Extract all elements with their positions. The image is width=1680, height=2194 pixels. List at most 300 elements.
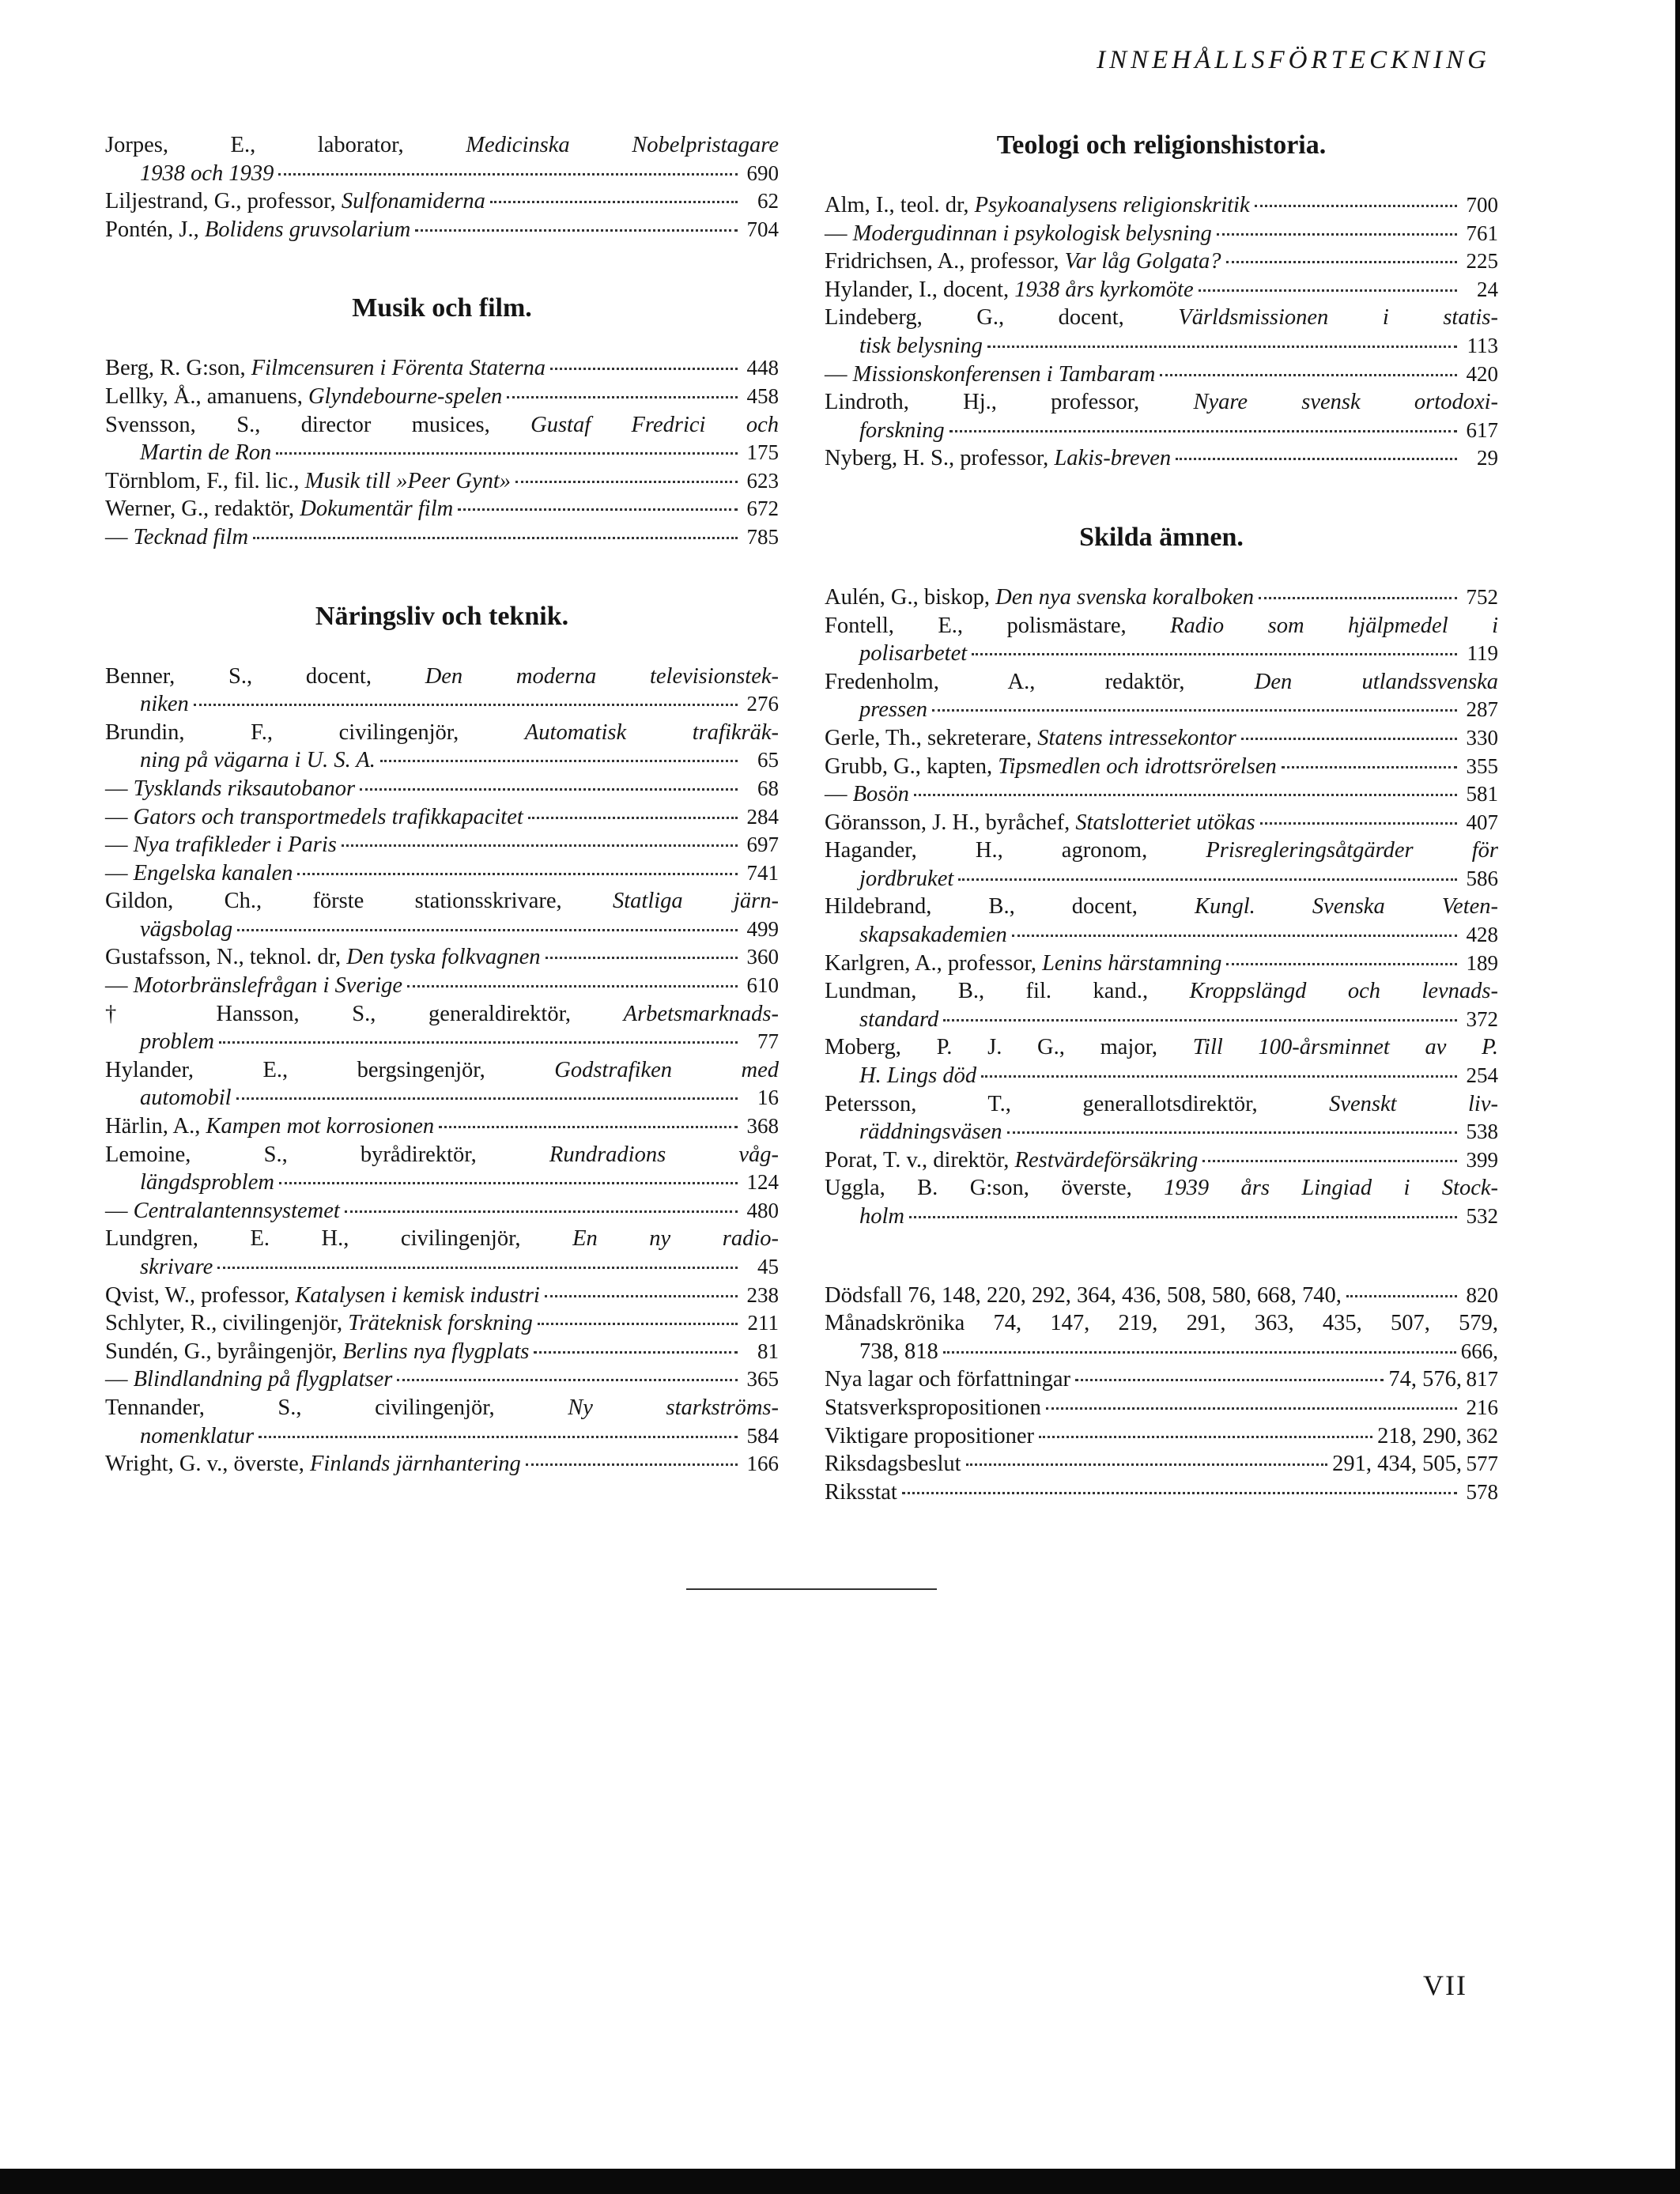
author-text: Gildon, Ch., förste stationsskrivare,	[105, 889, 613, 914]
index-entry	[825, 304, 1498, 360]
entry-line	[825, 780, 1498, 809]
dot-leader	[1199, 289, 1457, 292]
title-text: automobil	[140, 1086, 232, 1111]
dot-leader	[507, 396, 738, 398]
entry-line	[105, 1000, 779, 1029]
title-text: Musik till »Peer Gynt»	[304, 468, 512, 493]
title-text: Berlins nya flygplats	[342, 1339, 530, 1364]
author-text: Qvist, W., professor,	[105, 1282, 296, 1308]
title-text: pressen	[859, 697, 928, 723]
page-number: 420	[1466, 361, 1498, 386]
dot-leader	[1260, 822, 1457, 825]
page-number: 704	[746, 217, 779, 241]
entry-text	[825, 583, 1254, 612]
page-number: 368	[746, 1114, 779, 1139]
title-text: Medicinska Nobelpristagare	[466, 133, 779, 157]
page-number: 532	[1466, 1204, 1498, 1228]
entry-text	[105, 354, 546, 383]
index-entry	[825, 1033, 1498, 1089]
author-text: —	[825, 361, 853, 387]
index-entry	[105, 1309, 779, 1338]
author-text: Riksdagsbeslut	[825, 1452, 961, 1477]
page-number: 81	[757, 1339, 779, 1363]
entry-text	[105, 1365, 392, 1394]
entry-text	[105, 216, 410, 244]
title-text: Nyare svensk ortodoxi-	[1193, 390, 1498, 415]
entry-line	[105, 1084, 779, 1112]
entry-text	[859, 1062, 976, 1090]
title-text: Var låg Golgata?	[1064, 249, 1221, 274]
title-text: Katalysen i kemisk industri	[295, 1282, 540, 1308]
index-entry	[825, 753, 1498, 781]
entry-line	[825, 276, 1498, 304]
entry-text	[105, 1056, 779, 1085]
entry-text	[105, 1394, 779, 1422]
entry-line	[825, 696, 1498, 724]
page-number: 68	[757, 776, 779, 800]
entry-text	[825, 1422, 1034, 1451]
index-entry	[105, 383, 779, 411]
author-text: —	[105, 973, 134, 999]
dot-leader	[219, 1041, 738, 1044]
dot-leader	[342, 844, 738, 847]
entry-text	[140, 1422, 254, 1451]
index-entry	[825, 1309, 1498, 1365]
dot-leader	[546, 957, 738, 959]
entry-text	[825, 247, 1221, 276]
author-text: Uggla, B. G:son, överste,	[825, 1176, 1165, 1201]
index-entry	[105, 943, 779, 972]
title-text: Radio som hjälpmedel i	[1170, 613, 1498, 638]
dot-leader	[276, 452, 738, 455]
entry-text	[105, 383, 502, 411]
entry-text	[105, 719, 779, 747]
entry-text	[825, 191, 1250, 220]
page-number: 458	[746, 383, 779, 408]
author-text: Hildebrand, B., docent,	[825, 894, 1195, 920]
dot-leader	[360, 788, 738, 791]
page-number: 287	[1466, 697, 1498, 722]
page-number: 697	[746, 833, 779, 857]
dot-leader	[1259, 597, 1457, 599]
title-text: forskning	[859, 417, 945, 443]
index-entry	[105, 1394, 779, 1450]
title-text: Kampen mot korrosionen	[206, 1114, 435, 1139]
entry-line	[105, 887, 779, 916]
entry-text	[859, 921, 1007, 950]
title-text: Statslotteriet utökas	[1075, 810, 1255, 835]
entry-line	[105, 1338, 779, 1366]
entry-text	[825, 444, 1171, 473]
entry-text	[825, 1146, 1198, 1175]
entry-text	[140, 1084, 232, 1112]
entry-text	[825, 950, 1221, 978]
title-text: Tipsmedlen och idrottsrörelsen	[998, 753, 1277, 779]
entry-line	[825, 332, 1498, 361]
title-text: Rundradions våg-	[549, 1142, 779, 1167]
entry-line	[105, 383, 779, 411]
page-number: 362	[1466, 1423, 1498, 1448]
page-number: 623	[746, 468, 779, 493]
entry-line	[105, 1141, 779, 1169]
entry-text	[825, 1090, 1498, 1119]
entry-line	[105, 831, 779, 859]
entry-text	[825, 304, 1498, 332]
entry-text	[825, 220, 1212, 248]
page-folio: VII	[1423, 1969, 1467, 2001]
entry-line	[825, 1478, 1498, 1507]
entry-text	[859, 1338, 938, 1366]
entry-line	[105, 1365, 779, 1394]
author-text: Nyberg, H. S., professor,	[825, 446, 1055, 471]
index-entry	[105, 187, 779, 216]
dot-leader	[972, 653, 1457, 655]
entry-line	[105, 1253, 779, 1282]
entry-line	[825, 1033, 1498, 1062]
author-text: —	[105, 860, 134, 886]
entry-line	[825, 1282, 1498, 1310]
dot-leader	[490, 201, 738, 203]
entry-line	[825, 388, 1498, 417]
entry-text	[105, 1141, 779, 1169]
entry-line	[105, 775, 779, 803]
page-number: 741	[746, 860, 779, 885]
dot-leader	[1255, 205, 1457, 207]
entry-text	[825, 668, 1498, 697]
index-entry	[105, 1141, 779, 1197]
entry-text	[140, 690, 189, 719]
dot-leader	[1202, 1160, 1457, 1162]
title-text: Blindlandning på flygplatser	[133, 1367, 393, 1392]
title-text: Dokumentär film	[300, 497, 454, 522]
entry-line	[105, 467, 779, 496]
dot-leader	[1007, 1131, 1458, 1134]
page-number: 817	[1466, 1367, 1498, 1392]
entry-text	[140, 916, 232, 944]
entry-text	[105, 1112, 434, 1141]
page-number: 175	[746, 440, 779, 465]
page-number: 62	[757, 189, 779, 213]
index-entry	[105, 1338, 779, 1366]
entry-text	[859, 1006, 938, 1034]
index-entry	[825, 893, 1498, 949]
entry-line	[105, 746, 779, 775]
dot-leader	[1282, 766, 1457, 768]
scan-edge-bottom	[0, 2169, 1680, 2194]
page-number: 577	[1466, 1452, 1498, 1476]
index-entry	[825, 809, 1498, 837]
index-entry	[105, 972, 779, 1000]
entry-line	[825, 1450, 1498, 1478]
entry-line	[105, 1169, 779, 1197]
section-heading: Musik och film.	[352, 293, 532, 323]
entry-line	[825, 1338, 1498, 1366]
page-number: 45	[757, 1255, 779, 1278]
entry-line	[105, 1394, 779, 1422]
entry-line	[825, 1006, 1498, 1034]
author-text: Göransson, J. H., byråchef,	[825, 810, 1076, 835]
author-text: 738, 818	[859, 1339, 938, 1364]
dot-leader	[981, 1075, 1457, 1078]
title-text: Sulfonamiderna	[341, 189, 485, 214]
entry-text	[825, 1174, 1498, 1203]
index-entry	[105, 831, 779, 859]
entry-text	[825, 724, 1236, 753]
author-text: Brundin, F., civilingenjör,	[105, 719, 525, 745]
title-text: Träteknisk forskning	[348, 1311, 533, 1336]
title-text: Statens intressekontor	[1037, 725, 1236, 750]
index-entry	[105, 131, 779, 187]
dot-leader	[217, 1267, 738, 1269]
entry-text	[105, 775, 355, 803]
section-heading: Skilda ämnen.	[1079, 522, 1244, 552]
entry-text	[105, 663, 779, 691]
entry-text	[105, 523, 248, 552]
author-text: —	[105, 1367, 134, 1392]
title-text: skrivare	[140, 1255, 213, 1279]
entry-text	[105, 1000, 779, 1029]
entry-text	[825, 361, 1155, 389]
entry-line	[825, 809, 1498, 837]
title-text: Kroppslängd och levnads-	[1189, 979, 1498, 1004]
page-number: 355	[1466, 753, 1498, 778]
title-text: vägsbolag	[140, 916, 233, 942]
entry-line	[105, 131, 779, 160]
entry-line	[825, 893, 1498, 921]
entry-line	[825, 1394, 1498, 1422]
entry-line	[105, 495, 779, 523]
dot-leader	[1226, 261, 1457, 263]
entry-line	[825, 247, 1498, 276]
dot-leader	[278, 173, 738, 176]
index-entry	[825, 583, 1498, 612]
page-number: 119	[1467, 641, 1498, 666]
author-text: † Hansson, S., generaldirektör,	[105, 1001, 624, 1026]
dot-leader	[958, 878, 1457, 881]
entry-line	[825, 417, 1498, 445]
author-text: Grubb, G., kapten,	[825, 753, 999, 779]
author-text: Petersson, T., generallotsdirektör,	[825, 1091, 1330, 1116]
dot-leader	[237, 929, 738, 931]
entry-line	[105, 354, 779, 383]
entry-line	[825, 668, 1498, 697]
index-entry	[105, 467, 779, 496]
index-entry	[825, 220, 1498, 248]
dot-leader	[297, 873, 738, 875]
index-entry	[825, 444, 1498, 473]
entry-text	[105, 859, 293, 888]
title-text: Restvärdeförsäkring	[1014, 1147, 1199, 1173]
page-number: 360	[746, 945, 779, 969]
author-text: Benner, S., docent,	[105, 663, 425, 689]
entry-text	[140, 160, 274, 188]
author-text: Pontén, J.,	[105, 217, 205, 242]
entry-line	[105, 803, 779, 832]
author-text: —	[105, 804, 134, 829]
title-text: standard	[859, 1006, 939, 1032]
entry-text	[825, 1365, 1070, 1394]
index-entry	[825, 977, 1498, 1033]
entry-line	[825, 640, 1498, 668]
title-text: Världsmissionen i statis-	[1178, 305, 1498, 330]
index-entry	[825, 1422, 1498, 1451]
entry-line	[825, 612, 1498, 640]
page-number: 372	[1466, 1006, 1498, 1031]
author-text: Moberg, P. J. G., major,	[825, 1035, 1193, 1060]
title-text: Godstrafiken med	[554, 1057, 779, 1082]
author-text: Svensson, S., director musices,	[105, 412, 531, 437]
author-text: Hylander, I., docent,	[825, 277, 1015, 302]
author-text: Schlyter, R., civilingenjör,	[105, 1311, 349, 1336]
page-number: 617	[1466, 417, 1498, 442]
dot-leader	[439, 1126, 738, 1128]
title-text: Centralantennsystemet	[133, 1198, 340, 1223]
title-text: Gustaf Fredrici och	[530, 412, 780, 437]
author-text: Liljestrand, G., professor,	[105, 189, 342, 214]
dot-leader	[407, 985, 738, 987]
entry-line	[825, 1062, 1498, 1090]
page-number: 113	[1467, 333, 1498, 357]
entry-line	[105, 439, 779, 467]
title-text: Glyndebourne-spelen	[308, 383, 503, 409]
author-text: Dödsfall 76, 148, 220, 292, 364, 436, 508, 580, 668, 740,	[825, 1282, 1342, 1308]
title-text: 1938 års kyrkomöte	[1014, 277, 1194, 302]
page-number: 672	[746, 497, 779, 521]
page-number: 330	[1466, 725, 1498, 750]
page-number: 761	[1466, 221, 1498, 245]
page-refs: 291, 434, 505,	[1332, 1452, 1462, 1477]
page-number: 700	[1466, 193, 1498, 217]
title-text: Bosön	[852, 782, 909, 807]
index-entry	[825, 361, 1498, 389]
title-text: Den nya svenska koralboken	[995, 584, 1254, 610]
dot-leader	[279, 1182, 738, 1184]
title-text: Missionskonferensen i Tambaram	[852, 361, 1156, 387]
page-number: 65	[757, 748, 779, 772]
index-entry	[825, 724, 1498, 753]
scan-edge-right	[1675, 0, 1680, 2194]
entry-line	[105, 187, 779, 216]
left-column	[105, 131, 779, 1478]
entry-text	[825, 977, 1498, 1006]
entry-line	[825, 361, 1498, 389]
entry-text	[140, 439, 271, 467]
author-text: Riksstat	[825, 1479, 897, 1505]
author-text: Fredenholm, A., redaktör,	[825, 669, 1255, 694]
author-text: Karlgren, A., professor,	[825, 950, 1043, 976]
title-text: tisk belysning	[859, 333, 983, 358]
index-entry	[105, 803, 779, 832]
author-text: Lundman, B., fil. kand.,	[825, 979, 1190, 1004]
dot-leader	[1241, 738, 1457, 740]
author-text: Sundén, G., byråingenjör,	[105, 1339, 343, 1364]
page-number: 666,	[1460, 1339, 1498, 1363]
page-number: 29	[1477, 446, 1498, 470]
index-entry	[825, 1090, 1498, 1146]
dot-leader	[902, 1492, 1457, 1494]
index-entry	[105, 1450, 779, 1478]
page-number: 399	[1466, 1147, 1498, 1172]
entry-text	[859, 696, 927, 724]
section-heading: Näringsliv och teknik.	[315, 601, 569, 631]
entry-line	[825, 1090, 1498, 1119]
entry-text	[105, 495, 453, 523]
dot-leader	[1160, 374, 1457, 376]
page-number: 216	[1466, 1395, 1498, 1419]
entry-line	[825, 1174, 1498, 1203]
dot-leader	[550, 368, 738, 370]
title-text: Automatisk trafikräk-	[524, 719, 779, 745]
entry-line	[105, 160, 779, 188]
dot-leader	[253, 537, 738, 539]
title-text: Motorbränslefrågan i Sverige	[133, 973, 403, 999]
index-entry	[825, 1282, 1498, 1310]
page-number: 752	[1466, 584, 1498, 609]
dot-leader	[1217, 233, 1457, 236]
title-text: Gators och transportmedels trafikkapacitet	[133, 804, 523, 829]
page-number: 584	[746, 1423, 779, 1448]
entry-line	[825, 304, 1498, 332]
author-text: Porat, T. v., direktör,	[825, 1147, 1015, 1173]
entry-line	[105, 1309, 779, 1338]
entry-text	[105, 131, 779, 160]
title-text: Svenskt liv-	[1329, 1091, 1498, 1116]
title-text: Statliga järn-	[612, 889, 779, 914]
page-number: 166	[746, 1452, 779, 1476]
page-number: 448	[746, 356, 779, 380]
title-text: Nya trafikleder i Paris	[133, 833, 337, 858]
dot-leader	[1346, 1295, 1457, 1297]
dot-leader	[194, 704, 738, 706]
entry-line	[105, 1028, 779, 1056]
dot-leader	[943, 1019, 1457, 1021]
author-text: Gerle, Th., sekreterare,	[825, 725, 1038, 750]
entry-text	[825, 809, 1255, 837]
dot-leader	[236, 1097, 738, 1100]
entry-line	[105, 411, 779, 440]
author-text: Fontell, E., polismästare,	[825, 613, 1171, 638]
title-text: 1939 års Lingiad i Stock-	[1164, 1176, 1498, 1201]
author-text: Månadskrönika 74, 147, 219, 291, 363, 435, 507, 579,	[825, 1311, 1498, 1336]
page-number: 24	[1477, 277, 1498, 301]
index-entry	[105, 216, 779, 244]
entry-text	[105, 411, 779, 440]
entry-text	[825, 276, 1194, 304]
entry-text	[859, 865, 953, 893]
page-number: 820	[1466, 1282, 1498, 1307]
entry-text	[140, 1028, 214, 1056]
dot-leader	[415, 229, 738, 232]
author-text: Lundgren, E. H., civilingenjör,	[105, 1226, 573, 1252]
title-text: Den moderna televisionstek-	[425, 663, 779, 689]
entry-line	[105, 1282, 779, 1310]
entry-line	[825, 950, 1498, 978]
entry-text	[825, 780, 909, 809]
page-number: 254	[1466, 1063, 1498, 1088]
dot-leader	[943, 1351, 1456, 1354]
title-text: Psykoanalysens religionskritik	[974, 193, 1250, 217]
author-text: Törnblom, F., fil. lic.,	[105, 468, 305, 493]
author-text: Hagander, H., agronom,	[825, 838, 1206, 863]
author-text: Nya lagar och författningar	[825, 1367, 1070, 1392]
index-entry	[105, 1112, 779, 1141]
index-entry	[825, 1174, 1498, 1230]
title-text: Modergudinnan i psykologisk belysning	[852, 221, 1212, 246]
author-text: Hylander, E., bergsingenjör,	[105, 1057, 555, 1082]
page-number: 16	[757, 1086, 779, 1110]
index-entry	[105, 719, 779, 775]
entry-line	[825, 1422, 1498, 1451]
